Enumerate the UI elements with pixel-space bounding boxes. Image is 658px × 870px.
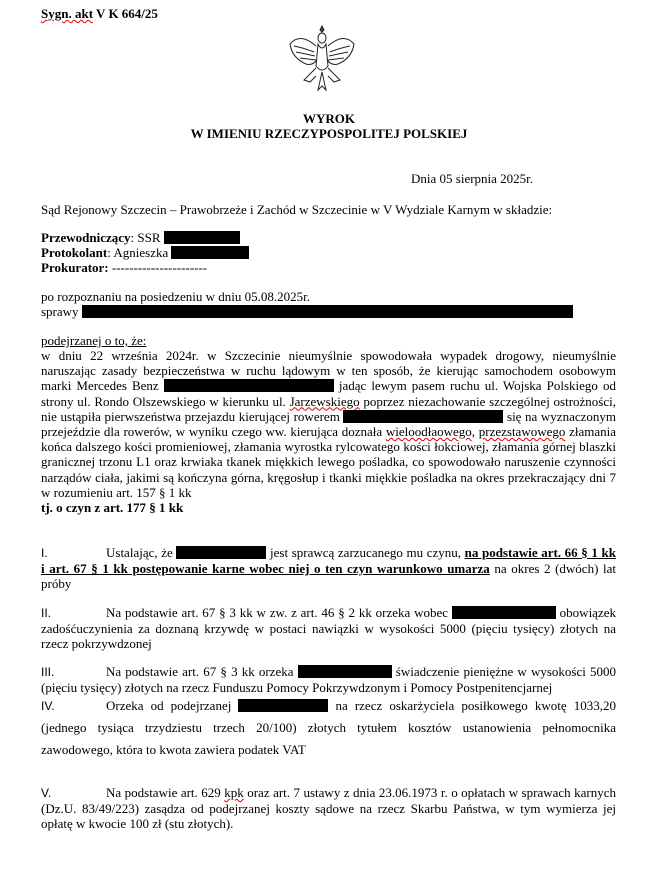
redaction [171,246,249,259]
hearing-line: po rozpoznaniu na posiedzeniu w dniu 05.08.2025r. [41,289,310,304]
redaction [164,379,334,392]
ruling-3: III. Na podstawie art. 67 § 3 kk orzeka świadczenie pieniężne w wysokości 5000 (pięciu tysięcy) złotych na rzecz Funduszu Pomocy Pokrzywdzonym i Pomocy Postpenitencjarnej [41,664,616,696]
prosecutor-line: Prokurator: ---------------------- [41,260,208,275]
clerk-line: Protokolant: Agnieszka [41,245,616,260]
redaction [452,606,556,619]
redaction [82,305,573,318]
court-line: Sąd Rejonowy Szczecin – Prawobrzeże i Zachód w Szczecinie w V Wydziale Karnym w składzie: [41,202,553,217]
redaction [164,231,240,244]
case-reference: Sygn. akt V K 664/25 [41,6,158,21]
ruling-2: II. Na podstawie art. 67 § 3 kk w zw. z art. 46 § 2 kk orzeka wobec obowiązek zadośćuczynienia za doznaną krzywdę w postaci nawiązki w wysokości 5000 (pięciu tysięcy) złotych na rzecz pokrzywdzonej [41,605,616,652]
charge-heading: podejrzanej o to, że: [41,333,147,348]
redaction [176,546,266,559]
redaction [238,699,328,712]
date-line: Dnia 05 sierpnia 2025r. [411,171,534,186]
case-line: sprawy [41,304,616,319]
redaction [298,665,392,678]
ruling-4: IV. Orzeka od podejrzanej na rzecz oskarżyciela posiłkowego kwotę 1033,20 (jednego tysiąca trzydziestu trzech 20/100) złotych tytułem kosztów ustanowienia pełnomocnika zawodowego, która to kwota zawiera podatek VAT [41,698,616,757]
redaction [343,410,503,423]
ruling-5: V. Na podstawie art. 629 kpk oraz art. 7 ustawy z dnia 23.06.1973 r. o opłatach w sprawach karnych (Dz.U. 83/49/223) zasądza od podejrzanej koszty sądowe na rzecz Skarbu Państwa, w tym wymierza jej opłatę w kwocie 100 zł (stu złotych). [41,785,616,832]
charge-qualification: tj. o czyn z art. 177 § 1 kk [41,500,184,515]
document-title: WYROK [303,111,355,126]
document-subtitle: W IMIENIU RZECZYPOSPOLITEJ POLSKIEJ [190,126,468,141]
polish-eagle-emblem [286,22,358,94]
charge-description: w dniu 22 września 2024r. w Szczecinie nieumyślnie spowodowała wypadek drogowy, nieumyślnie naruszając zasady bezpieczeństwa w ruchu lądowym w ten sposób, że kierując samochodem osobowym marki Mercedes Benz jadąc lewym pasem ruchu ul. Wojska Polskiego od strony ul. Rondo Olszewskiego w kierunku ul. Jarzewskiego poprzez niezachowanie szczególnej ostrożności, nie ustąpiła pierwszeństwa przejazdu kierującej rowerem się na wyznaczonym przejeździe dla rowerów, w wyniku czego ww. kierująca doznała wieloodłaowego, przezstawowego złamania końca dalszego kości promieniowej, złamania wyrostka rylcowatego kości łokciowej, złamania górnej blaszki granicznej trzonu L1 oraz krwiaka tkanek miękkich lewego pośladka, co spowodowało naruszenie czynności narządów ciała, jakimi są kończyna górna, kręgosłup i tkanki miękkie pośladka na okres przekraczający dni 7 w rozumieniu art. 157 § 1 kk [41,348,617,500]
chair-line: Przewodniczący: SSR [41,230,616,245]
ruling-1: I. Ustalając, że jest sprawcą zarzucanego mu czynu, na podstawie art. 66 § 1 kk i art. 67 § 1 kk postępowanie karne wobec niej o ten czyn warunkowo umarza na okres 2 (dwóch) lat próby [41,545,616,592]
